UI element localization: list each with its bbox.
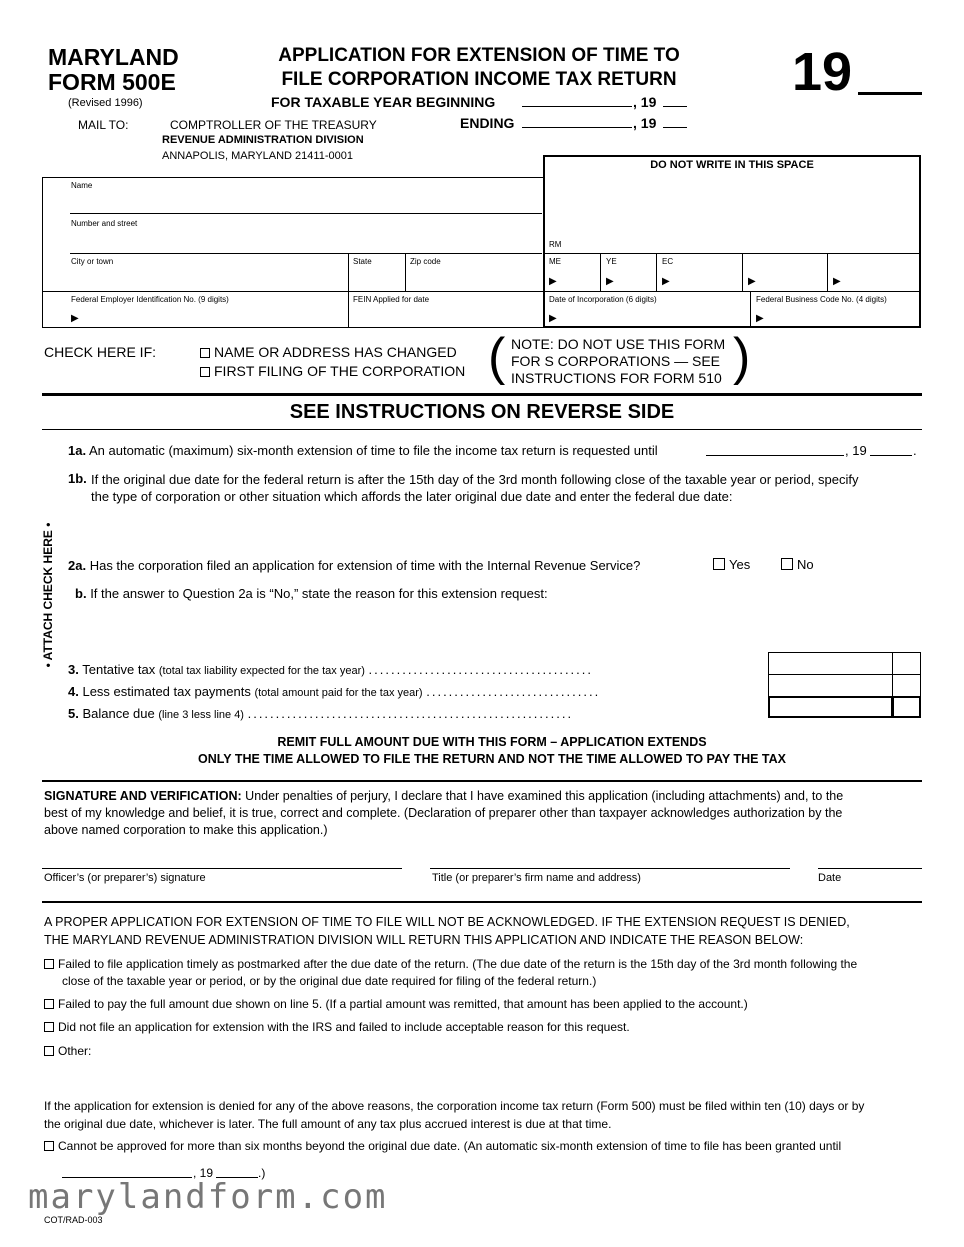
q1a-period: . <box>913 443 917 458</box>
instructions-heading: SEE INSTRUCTIONS ON REVERSE SIDE <box>289 401 675 423</box>
title-field[interactable] <box>430 868 790 869</box>
q2a-text: Has the corporation filed an application for extension of time with the Internal Revenue Service? <box>89 558 641 573</box>
title-label: Title (or preparer’s firm name and address) <box>432 872 641 884</box>
info-row-divider <box>42 291 544 292</box>
reason-payment-text: Failed to pay the full amount due shown on line 5. (If a partial amount was remitted, that amount has been applied to the account.) <box>58 997 748 1011</box>
line-3 <box>68 662 593 677</box>
address-line1: COMPTROLLER OF THE TREASURY <box>170 118 377 132</box>
ending-year-prefix: , 19 <box>633 115 657 131</box>
office-use-title: DO NOT WRITE IN THIS SPACE <box>650 159 814 171</box>
ending-date-field[interactable] <box>522 115 632 128</box>
ending-year-field[interactable] <box>663 115 687 128</box>
info-col-divider-2 <box>405 254 406 291</box>
leader-dots: ........................................ <box>368 662 594 677</box>
denial-reason-other <box>44 1044 91 1058</box>
denial-footnote <box>44 1097 922 1133</box>
arrow-icon: ▶ <box>756 313 764 324</box>
reason-late-text1: Failed to file application timely as postmarked after the due date of the return. (The due date of the return is the 15th day of the 3rd month following the <box>58 957 858 971</box>
name-changed-option[interactable] <box>200 344 457 360</box>
footnote-line1: If the application for extension is denied for any of the above reasons, the corporation income tax return (Form 500) must be filed within ten (10) days or by <box>44 1099 865 1113</box>
denial-reason-six-months <box>44 1139 841 1153</box>
granted-close: .) <box>258 1166 266 1180</box>
line4-label: Less estimated tax payments <box>82 684 251 699</box>
ec-label: EC <box>662 257 674 266</box>
q2a-number: 2a. <box>68 558 87 573</box>
yes-label: Yes <box>729 557 751 572</box>
denial-reason-late <box>44 956 922 990</box>
tentative-tax-cents[interactable] <box>892 652 921 675</box>
ye-label: YE <box>606 257 617 266</box>
address-line2: REVENUE ADMINISTRATION DIVISION <box>162 134 364 146</box>
leader-dots: ............................... <box>426 684 601 699</box>
revised-date: (Revised 1996) <box>68 97 143 109</box>
reason-other-text: Other: <box>58 1044 92 1058</box>
arrow-icon: ▶ <box>549 276 557 287</box>
name-label: Name <box>71 181 93 190</box>
rm-label: RM <box>549 240 562 249</box>
yes-option[interactable] <box>713 557 750 572</box>
line4-note: (total amount paid for the tax year) <box>254 687 423 699</box>
fein-applied-label: FEIN Applied for date <box>353 295 430 304</box>
q1a-number: 1a. <box>68 443 87 458</box>
first-filing-label: FIRST FILING OF THE CORPORATION <box>214 363 466 379</box>
line5-label: Balance due <box>82 706 155 721</box>
granted-year-prefix: , 19 <box>193 1166 214 1180</box>
remit-line1: REMIT FULL AMOUNT DUE WITH THIS FORM – APPLICATION EXTENDS <box>277 735 707 749</box>
q1b-line2: the type of corporation or other situation which affords the later original due date and enter the federal due date: <box>91 489 733 504</box>
office-col-divider-2 <box>656 253 657 291</box>
state-label: State <box>353 257 372 266</box>
attach-check-label: • ATTACH CHECK HERE • <box>41 522 55 668</box>
signature-heading: SIGNATURE AND VERIFICATION: <box>44 789 242 803</box>
incorp-date-label: Date of Incorporation (6 digits) <box>549 295 657 304</box>
checkbox[interactable] <box>200 367 210 377</box>
denial-reason-payment <box>44 997 748 1011</box>
denial-para1: A PROPER APPLICATION FOR EXTENSION OF TIME TO FILE WILL NOT BE ACKNOWLEDGED. IF THE EXTENSION REQUEST IS DENIED, <box>44 915 850 929</box>
denial-notice <box>44 913 850 949</box>
zip-label: Zip code <box>410 257 441 266</box>
checkbox[interactable] <box>44 1141 54 1151</box>
office-col-divider-4 <box>827 253 828 291</box>
note-line3: INSTRUCTIONS FOR FORM 510 <box>511 370 722 386</box>
title-line1: APPLICATION FOR EXTENSION OF TIME TO <box>278 45 680 66</box>
divider <box>42 429 922 430</box>
begin-year-prefix: , 19 <box>633 94 657 110</box>
question-2b <box>75 586 548 601</box>
first-filing-option[interactable] <box>200 363 465 379</box>
tax-year-big: 19 <box>792 42 853 102</box>
denial-para2: THE MARYLAND REVENUE ADMINISTRATION DIVISION WILL RETURN THIS APPLICATION AND INDICATE THE REASON BELOW: <box>44 933 804 947</box>
state-name: MARYLAND <box>48 44 179 70</box>
arrow-icon: ▶ <box>748 276 756 287</box>
office-col-divider-5 <box>750 291 751 328</box>
estimated-payments-cents[interactable] <box>892 674 921 697</box>
checkbox[interactable] <box>200 348 210 358</box>
note-open-paren: ( <box>488 328 506 386</box>
line-4 <box>68 684 600 699</box>
arrow-icon: ▶ <box>606 276 614 287</box>
line5-note: (line 3 less line 4) <box>158 709 244 721</box>
estimated-payments-dollars[interactable] <box>768 674 893 697</box>
note-line2: FOR S CORPORATIONS — SEE <box>511 353 720 369</box>
form-code: COT/RAD-003 <box>44 1215 103 1225</box>
checkbox[interactable] <box>44 959 54 969</box>
watermark: marylandform.com <box>28 1177 388 1217</box>
checkbox[interactable] <box>44 1022 54 1032</box>
name-changed-label: NAME OR ADDRESS HAS CHANGED <box>214 344 457 360</box>
line-5 <box>68 706 573 721</box>
question-1a <box>68 443 658 458</box>
officer-signature-field[interactable] <box>42 868 402 869</box>
reason-irs-text: Did not file an application for extension with the IRS and failed to include acceptable reason for this request. <box>58 1020 630 1034</box>
tentative-tax-dollars[interactable] <box>768 652 893 675</box>
no-option[interactable] <box>781 557 814 572</box>
q1a-year-prefix: , 19 <box>845 443 867 458</box>
balance-due-cents[interactable] <box>892 696 921 718</box>
office-col-divider-1 <box>600 253 601 291</box>
arrow-icon: ▶ <box>549 313 557 324</box>
signature-text3: above named corporation to make this application.) <box>44 823 328 837</box>
begin-year-field[interactable] <box>663 94 687 107</box>
arrow-icon: ▶ <box>833 276 841 287</box>
begin-date-field[interactable] <box>522 94 632 107</box>
no-label: No <box>797 557 814 572</box>
title-line2: FILE CORPORATION INCOME TAX RETURN <box>281 69 677 90</box>
line3-label: Tentative tax <box>82 662 156 677</box>
reason-six-months-text: Cannot be approved for more than six months beyond the original due date. (An automatic six-month extension of time to file has been granted until <box>58 1139 842 1153</box>
street-field[interactable] <box>70 241 542 254</box>
me-label: ME <box>549 257 561 266</box>
checkbox[interactable] <box>44 1046 54 1056</box>
divider <box>42 901 922 903</box>
check-here-label: CHECK HERE IF: <box>44 344 157 360</box>
tax-year-underline <box>858 92 922 95</box>
q2b-number: b. <box>75 586 87 601</box>
office-row-divider-2 <box>543 291 921 292</box>
q1b-line1: If the original due date for the federal return is after the 15th day of the 3rd month following close of the taxable year or period, specify <box>91 472 859 487</box>
note-line1: NOTE: DO NOT USE THIS FORM <box>511 336 726 352</box>
line3-number: 3. <box>68 662 79 677</box>
street-label: Number and street <box>71 219 138 228</box>
s-corp-note <box>511 336 725 387</box>
q1a-year-field[interactable] <box>870 443 912 456</box>
reason-late-text2: close of the taxable year or period, or by the original due date required for filing of the federal return.) <box>62 974 597 988</box>
date-label: Date <box>818 872 842 884</box>
form-number: FORM 500E <box>48 69 176 95</box>
balance-due-dollars[interactable] <box>768 696 893 718</box>
signature-text1: Under penalties of perjury, I declare that I have examined this application (including attachments) and, to the <box>245 789 844 803</box>
date-field[interactable] <box>818 868 922 869</box>
divider <box>42 780 922 782</box>
line5-number: 5. <box>68 706 79 721</box>
q1b-number <box>68 471 87 486</box>
fein-label: Federal Employer Identification No. (9 digits) <box>71 295 229 304</box>
officer-signature-label: Officer’s (or preparer’s) signature <box>44 872 206 884</box>
mail-to-label: MAIL TO: <box>78 118 129 132</box>
denial-reason-irs <box>44 1020 630 1034</box>
question-2a <box>68 558 640 573</box>
question-1b <box>91 471 922 505</box>
checkbox[interactable] <box>44 999 54 1009</box>
remit-line2: ONLY THE TIME ALLOWED TO FILE THE RETURN AND NOT THE TIME ALLOWED TO PAY THE TAX <box>198 752 786 766</box>
signature-text2: best of my knowledge and belief, it is true, correct and complete. (Declaration of preparer other than taxpayer acknowledges authorization by the <box>44 806 843 820</box>
taxable-year-begin-label: FOR TAXABLE YEAR BEGINNING <box>271 94 496 110</box>
signature-verification <box>44 788 922 839</box>
checkbox[interactable] <box>781 558 793 570</box>
name-field[interactable] <box>70 201 542 214</box>
ending-label: ENDING <box>460 115 515 131</box>
office-col-divider-3 <box>742 253 743 291</box>
arrow-icon: ▶ <box>71 313 79 324</box>
note-close-paren: ) <box>733 328 751 386</box>
business-code-label: Federal Business Code No. (4 digits) <box>756 295 887 304</box>
divider <box>42 393 922 396</box>
q1b-num: 1b. <box>68 471 87 486</box>
extension-until-field[interactable] <box>706 443 844 456</box>
q1a-text: An automatic (maximum) six-month extension of time to file the income tax return is requested until <box>88 443 658 458</box>
line4-number: 4. <box>68 684 79 699</box>
leader-dots: .......................................................... <box>247 706 574 721</box>
city-label: City or town <box>71 257 114 266</box>
line3-note: (total tax liability expected for the tax year) <box>158 665 365 677</box>
checkbox[interactable] <box>713 558 725 570</box>
footnote-line2: the original due date, whichever is later. The full amount of any tax plus accrued interest is due at that time. <box>44 1117 612 1131</box>
arrow-icon: ▶ <box>662 276 670 287</box>
address-line3: ANNAPOLIS, MARYLAND 21411-0001 <box>162 150 353 162</box>
q2b-text: If the answer to Question 2a is “No,” state the reason for this extension request: <box>90 586 548 601</box>
